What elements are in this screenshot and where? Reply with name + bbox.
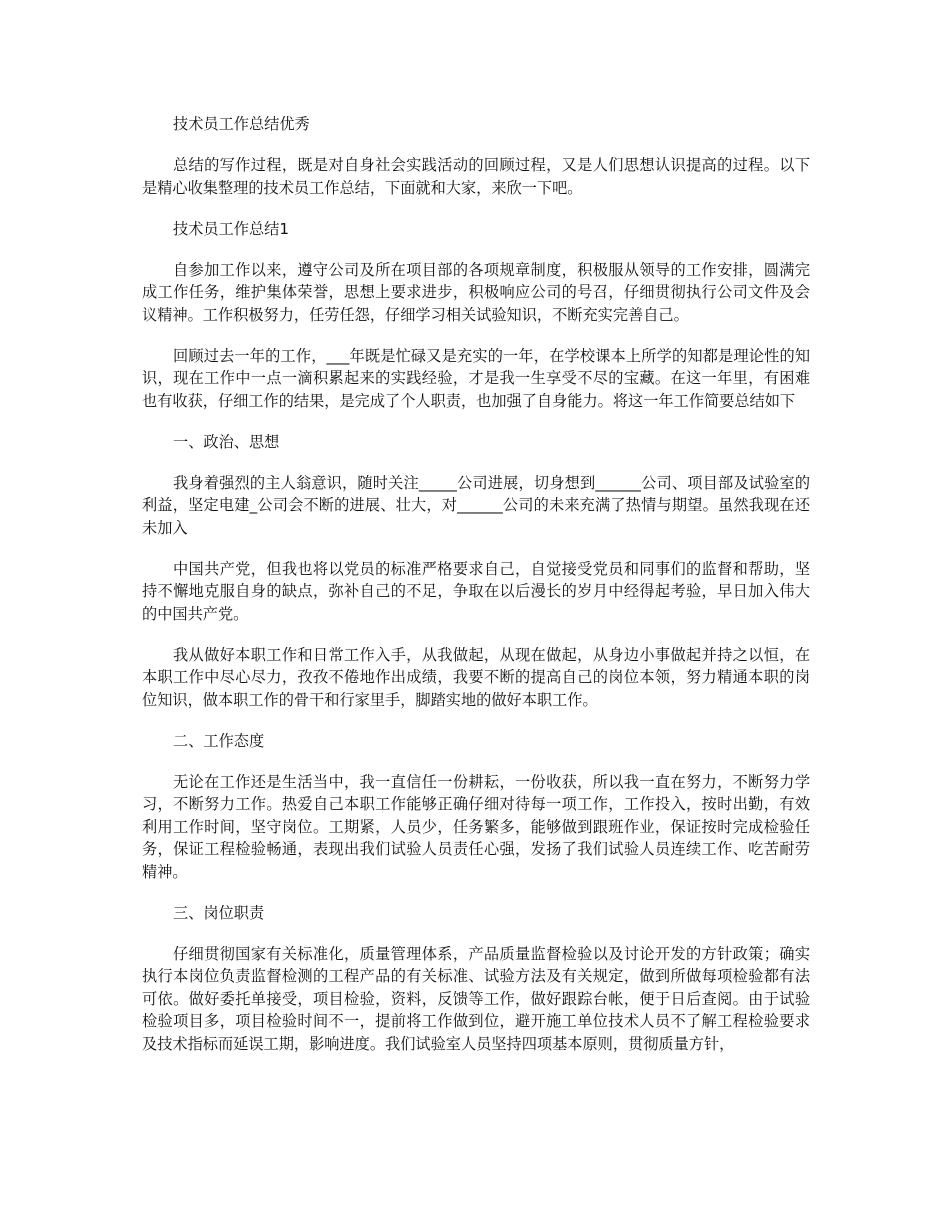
body-paragraph: 仔细贯彻国家有关标准化，质量管理体系，产品质量监督检验以及讨论开发的方针政策；确实执行本岗位负责监督检测的工程产品的有关标准、试验方法及有关规定，做到所做每项检验都有法可依。做好委托单接受，项目检验，资料，反馈等工作，做好跟踪台帐，便于日后查阅。由于试验检验项目多，项目检验时间不一，提前将工作做到位，避开施工单位技术人员不了解工程检验要求及技术指标而延误工期，影响进度。我们试验室人员坚持四项基本原则，贯彻质量方针， [142, 944, 810, 1053]
body-paragraph: 自参加工作以来，遵守公司及所在项目部的各项规章制度，积极服从领导的工作安排，圆满完成工作任务，维护集体荣誉，思想上要求进步，积极响应公司的号召，仔细贯彻执行公司文件及会议精神。工作积极努力，任劳任怨，仔细学习相关试验知识，不断充实完善自己。 [142, 260, 810, 324]
body-paragraph: 我从做好本职工作和日常工作入手，从我做起，从现在做起，从身边小事做起并持之以恒，在本职工作中尽心尽力，孜孜不倦地作出成绩，我要不断的提高自己的岗位本领，努力精通本职的岗位知识，做本职工作的骨干和行家里手，脚踏实地的做好本职工作。 [142, 645, 810, 709]
section-heading: 三、岗位职责 [173, 903, 265, 922]
section-heading: 二、工作态度 [173, 731, 265, 750]
body-paragraph: 无论在工作还是生活当中，我一直信任一份耕耘，一份收获，所以我一直在努力，不断努力学习，不断努力工作。热爱自己本职工作能够正确仔细对待每一项工作，工作投入，按时出勤，有效利用工作时间，坚守岗位。工期紧，人员少，任务繁多，能够做到跟班作业，保证按时完成检验任务，保证工程检验畅通，表现出我们试验人员责任心强，发扬了我们试验人员连续工作、吃苦耐劳精神。 [142, 772, 810, 881]
intro-paragraph: 总结的写作过程，既是对自身社会实践活动的回顾过程，又是人们思想认识提高的过程。以下是精心收集整理的技术员工作总结，下面就和大家，来欣一下吧。 [142, 156, 810, 197]
document-title: 技术员工作总结优秀 [173, 115, 310, 133]
section-title: 技术员工作总结1 [173, 219, 289, 238]
body-paragraph: 我身着强烈的主人翁意识，随时关注_____公司进展，切身想到______公司、项目部及试验室的利益，坚定电建_公司会不断的进展、壮大，对______公司的未来充满了热情与期望。虽然我现在还未加入 [142, 473, 810, 537]
body-paragraph: 中国共产党，但我也将以党员的标准严格要求自己，自觉接受党员和同事们的监督和帮助，坚持不懈地克服自身的缺点，弥补自己的不足，争取在以后漫长的岁月中经得起考验，早日加入伟大的中国共产党。 [142, 559, 810, 623]
document-body [142, 113, 810, 1074]
body-paragraph: 回顾过去一年的工作，___年既是忙碌又是充实的一年，在学校课本上所学的知都是理论性的知识，现在工作中一点一滴积累起来的实践经验，才是我一生享受不尽的宝藏。在这一年里，有困难也有收获，仔细工作的结果，是完成了个人职责，也加强了自身能力。将这一年工作简要总结如下 [142, 346, 810, 410]
section-heading: 一、政治、思想 [173, 432, 280, 451]
